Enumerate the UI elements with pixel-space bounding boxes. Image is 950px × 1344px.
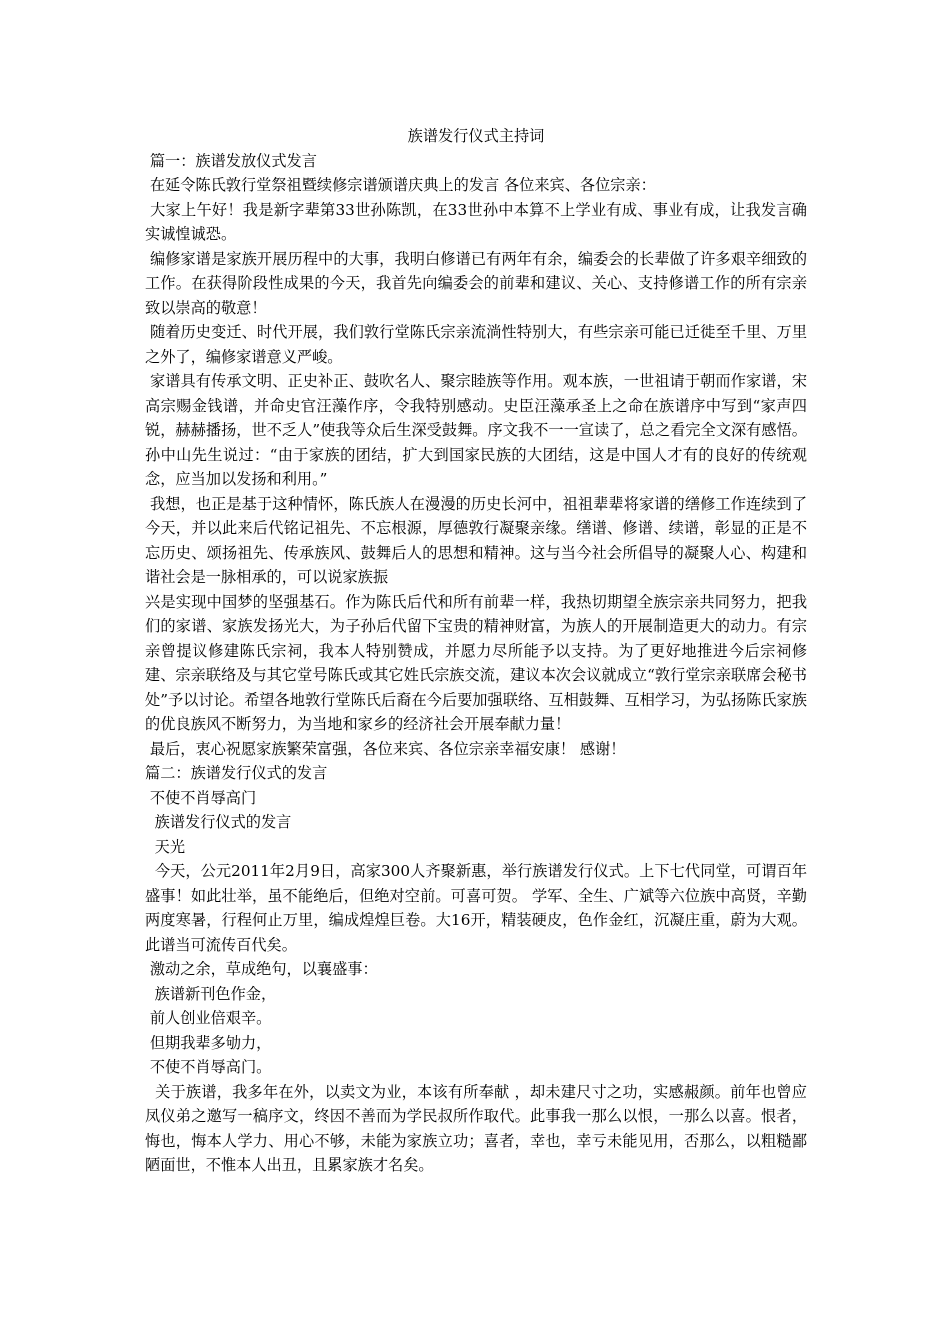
paragraph: 关于族谱，我多年在外，以卖文为业，本该有所奉献 ，却未建尺寸之功，实感赧颜。前年也曾应凤仪弟之邀写一稿序文，终因不善而为学民叔所作取代。此事我一那么以恨，一那么以喜。恨者，悔也，悔本人学力、用心不够，未能为家族立功；喜者，幸也，幸亏未能见用，否那么，以粗糙鄙陋面世，不惟本人出丑，且累家族才名矣。 [145,1082,807,1174]
paragraph: 大家上午好！我是新字辈第33世孙陈凯，在33世孙中本算不上学业有成、事业有成，让我发言确实诚惶诚恐。 [145,200,807,243]
poem-line: 不使不肖辱高门。 [145,1058,272,1076]
paragraph: 我想，也正是基于这种情怀，陈氏族人在漫漫的历史长河中，祖祖辈辈将家谱的缮修工作连续到了今天，并以此来后代铭记祖先、不忘根源，厚德敦行凝聚亲缘。缮谱、修谱、续谱，彰显的正是不忘历史、颂扬祖先、传承族风、鼓舞后人的思想和精神。这与当今社会所倡导的凝聚人心、构建和谐社会是一脉相承的，可以说家族振 [145,494,808,586]
paragraph: 激动之余，草成绝句，以襄盛事： [145,960,378,978]
poem-line: 族谱新刊色作金， [145,984,277,1003]
paragraph: 不使不肖辱高门 [145,788,257,807]
paragraph: 天光 [145,837,186,856]
paragraph: 编修家谱是家族开展历程中的大事，我明白修谱已有两年有余，编委会的长辈做了许多艰辛细致的工作。在获得阶段性成果的今天，我首先向编委会的前辈和建议、关心、支持修谱工作的所有宗亲致以崇高的敬意！ [145,249,808,317]
paragraph: 最后，衷心祝愿家族繁荣富强，各位来宾、各位宗亲幸福安康！ 感谢！ [145,739,626,758]
paragraph: 在延令陈氏敦行堂祭祖暨续修宗谱颁谱庆典上的发言 各位来宾、各位宗亲： [145,176,656,194]
paragraph: 家谱具有传承文明、正史补正、鼓吹名人、聚宗睦族等作用。观本族，一世祖请于朝而作家谱，宋高宗赐金钱谱，并命史官汪藻作序，令我特别感动。史臣汪藻承圣上之命在族谱序中写到“家声四锐，赫赫播扬，世不乏人”使我等众后生深受鼓舞。序文我不一一宣读了，总之看完全文深有感悟。孙中山先生说过：“由于家族的团结，扩大到国家民族的大团结，这是中国人才有的良好的传统观念，应当加以发扬和利用。” [145,372,808,488]
poem-line: 但期我辈多劬力， [145,1033,272,1052]
paragraph: 随着历史变迁、时代开展，我们敦行堂陈氏宗亲流淌性特别大，有些宗亲可能已迁徙至千里、万里之外了，编修家谱意义严峻。 [145,323,808,366]
poem-line: 前人创业倍艰辛。 [145,1009,272,1027]
paragraph: 族谱发行仪式的发言 [145,813,292,831]
document-title: 族谱发行仪式主持词 [407,127,545,145]
paragraph: 今天，公元2011年2月9日，高家300人齐聚新惠，举行族谱发行仪式。上下七代同堂，可谓百年盛事！如此壮举，虽不能绝后，但绝对空前。可喜可贺。 学军、全生、广斌等六位族中高贤，辛勤两度寒暑，行程何止万里，编成煌煌巨卷。大16开，精装硬皮，色作金红，沉凝庄重，蔚为大观。此谱当可流传百代矣。 [145,862,808,954]
document-page [145,124,807,1178]
section-heading: 篇二：族谱发行仪式的发言 [145,764,328,782]
document-body [145,149,807,1178]
paragraph: 兴是实现中国梦的坚强基石。作为陈氏后代和所有前辈一样，我热切期望全族宗亲共同努力，把我们的家谱、家族发扬光大，为子孙后代留下宝贵的精神财富，为族人的开展制造更大的动力。有宗亲曾提议修建陈氏宗祠，我本人特别赞成，并愿力尽所能予以支持。为了更好地推进今后宗祠修建、宗亲联络及与其它堂号陈氏或其它姓氏宗族交流，建议本次会议就成立“敦行堂宗亲联席会秘书处”予以讨论。希望各地敦行堂陈氏后裔在今后要加强联络、互相鼓舞、互相学习，为弘扬陈氏家族的优良族风不断努力，为当地和家乡的经济社会开展奉献力量！ [145,592,807,733]
paragraph: 篇一：族谱发放仪式发言 [145,151,317,170]
